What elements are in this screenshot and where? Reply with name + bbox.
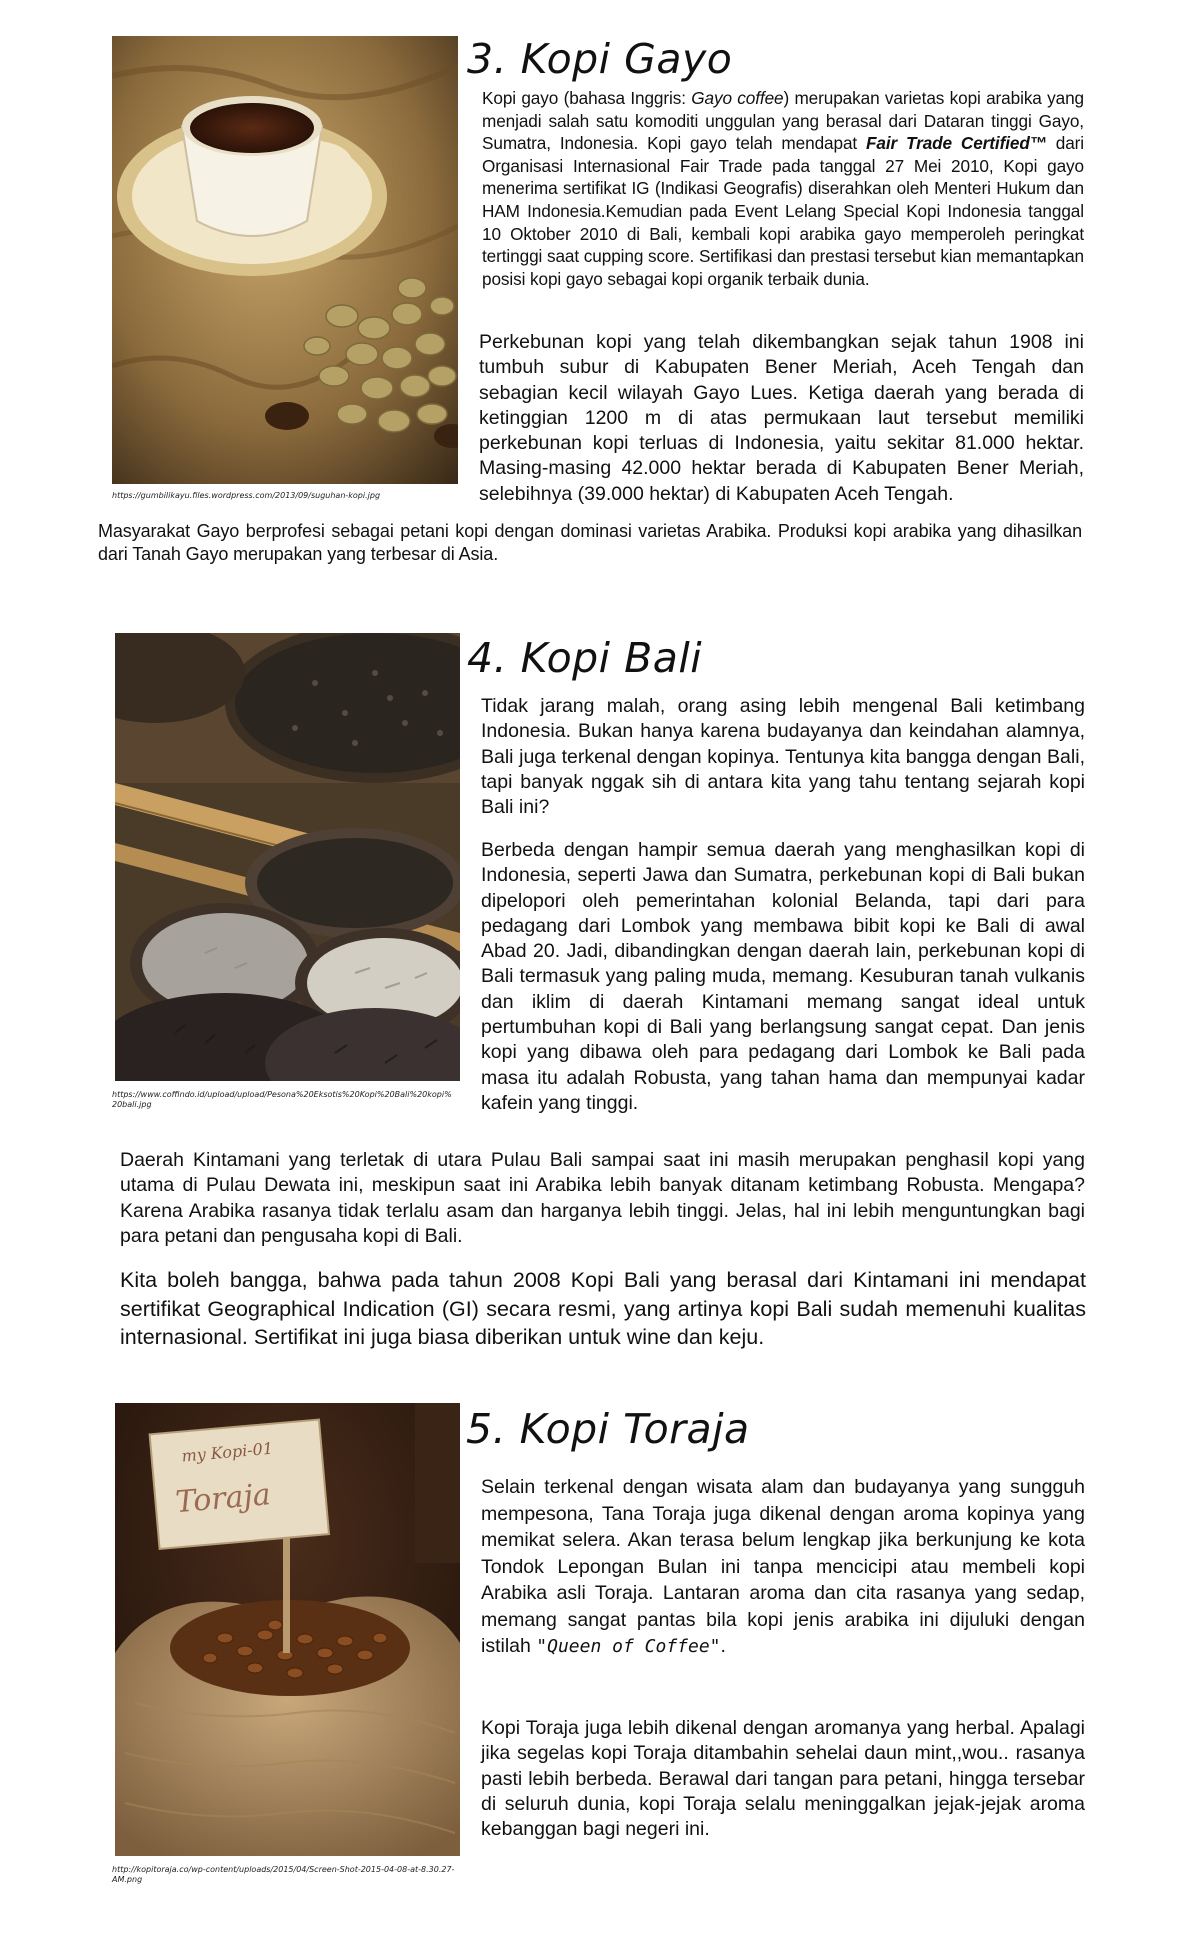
- toraja-paragraph-2: Kopi Toraja juga lebih dikenal dengan aromanya yang herbal. Apalagi jika segelas kopi Toraja ditambahin sehelai daun mint,,wou.. rasanya pasti lebih berbeda. Berawal dari tangan para petani, hingga tersebar di seluruh dunia, kopi Toraja selalu meninggalkan jejak-jejak aroma kebanggan bagi negeri ini.: [481, 1717, 1085, 1841]
- bali-paragraph-4: Kita boleh bangga, bahwa pada tahun 2008 Kopi Bali yang berasal dari Kintamani ini mendapat sertifikat Geographical Indication (GI) secara resmi, yang artinya kopi Bali sudah memenuhi kualitas internasional. Sertifikat ini juga biasa diberikan untuk wine dan keju.: [120, 1268, 1086, 1349]
- bali-paragraph-3: Daerah Kintamani yang terletak di utara Pulau Bali sampai saat ini masih merupakan penghasil kopi yang utama di Pulau Dewata ini, meskipun saat ini Arabika lebih banyak ditanam ketimbang Robusta. Mengapa? Karena Arabika rasanya tidak terlalu asam dan harganya lebih tinggi. Jelas, hal ini lebih menguntungkan bagi para petani dan pengusaha kopi di Bali.: [120, 1149, 1085, 1247]
- toraja-p1-b: "Queen of Coffee": [536, 1636, 721, 1657]
- bali-paragraph-2: Berbeda dengan hampir semua daerah yang menghasilkan kopi di Indonesia, seperti Jawa dan Sumatra, perkebunan kopi di Bali bukan dipelopori oleh pemerintahan kolonial Belanda, tapi dari para pedagang dari Lombok yang membawa bibit kopi ke Bali di awal Abad 20. Jadi, dibandingkan dengan daerah lain, perkebunan kopi di Bali termasuk yang paling muda, memang. Kesuburan tanah vulkanis dan iklim di daerah Kintamani memang sangat ideal untuk pertumbuhan kopi di Bali yang berlangsung sangat cepat. Dan jenis kopi yang dibawa oleh para pedagang dari Lombok ke Bali pada masa itu adalah Robusta, yang tahan hama dan mempunyai kadar kafein yang tinggi.: [481, 839, 1085, 1114]
- bali-title: 4. Kopi Bali: [467, 634, 703, 682]
- gayo-photo-caption: https://gumbilikayu.files.wordpress.com/2013/09/suguhan-kopi.jpg: [112, 491, 381, 500]
- toraja-p1-c: .: [720, 1635, 726, 1657]
- gayo-paragraph-2: Perkebunan kopi yang telah dikembangkan sejak tahun 1908 ini tumbuh subur di Kabupaten Bener Meriah, Aceh Tengah dan sebagian kecil wilayah Gayo Lues. Ketiga daerah yang berada di ketinggian 1200 m di atas permukaan laut tersebut memiliki perkebunan kopi terluas di Indonesia, yaitu sekitar 81.000 hektar. Masing-masing 42.000 hektar berada di Kabupaten Bener Meriah, selebihnya (39.000 hektar) di Kabupaten Aceh Tengah.: [479, 331, 1084, 505]
- gayo-p1-b: Gayo coffee: [691, 88, 784, 108]
- gayo-paragraph-1: [482, 87, 1084, 317]
- gayo-p1-d: Fair Trade Certified™: [865, 133, 1047, 154]
- gayo-coffee-photo: [112, 36, 458, 484]
- gayo-paragraph-3: Masyarakat Gayo berprofesi sebagai petani kopi dengan dominasi varietas Arabika. Produksi kopi arabika yang dihasilkan dari Tanah Gayo merupakan yang terbesar di Asia.: [98, 521, 1082, 564]
- bali-coffee-photo: [115, 633, 460, 1081]
- toraja-paragraph-1: [481, 1474, 1085, 1661]
- toraja-sign-line1: my Kopi-01: [180, 1438, 274, 1466]
- toraja-sign-line2: Toraja: [174, 1477, 272, 1521]
- gayo-p1-a: Kopi gayo (bahasa Inggris:: [482, 88, 692, 108]
- toraja-coffee-photo: [115, 1403, 460, 1856]
- gayo-p1-e: dari Organisasi Internasional Fair Trade pada tanggal 27 Mei 2010, Kopi gayo menerima sertifikat IG (Indikasi Geografis) diserahkan oleh Menteri Hukum dan HAM Indonesia.Kemudian pada Event Lelang Special Kopi Indonesia tanggal 10 Oktober 2010 di Bali, kembali kopi arabika gayo memperoleh peringkat tertinggi saat cupping score. Sertifikasi dan prestasi tersebut kian memantapkan posisi kopi gayo sebagai kopi organik terbaik dunia.: [482, 133, 1084, 289]
- toraja-p1-a: Selain terkenal dengan wisata alam dan budayanya yang sungguh mempesona, Tana Toraja juga dikenal dengan aroma kopinya yang memikat selera. Akan terasa belum lengkap jika berkunjung ke kota Tondok Lepongan Bulan ini tanpa mencicipi atau membeli kopi Arabika asli Toraja. Lantaran aroma dan cita rasanya yang sedap, memang sangat pantas bila kopi jenis arabika ini dijuluki dengan istilah: [481, 1476, 1085, 1657]
- toraja-photo-caption: http://kopitoraja.co/wp-content/uploads/2015/04/Screen-Shot-2015-04-08-at-8.30.27-AM.png: [112, 1865, 455, 1884]
- gayo-title: 3. Kopi Gayo: [467, 35, 733, 83]
- bali-paragraph-1: Tidak jarang malah, orang asing lebih mengenal Bali ketimbang Indonesia. Bukan hanya karena budayanya dan keindahan alamnya, Bali juga terkenal dengan kopinya. Tentunya kita bangga dengan Bali, tapi banyak nggak sih di antara kita yang tahu tentang sejarah kopi Bali ini?: [481, 695, 1085, 819]
- gayo-p1-c: ) merupakan varietas kopi arabika yang menjadi salah satu komoditi unggulan yang berasal dari Dataran tinggi Gayo, Sumatra, Indonesia. Kopi gayo telah mendapat: [482, 88, 1084, 154]
- toraja-title: 5. Kopi Toraja: [466, 1405, 750, 1453]
- bali-photo-caption: https://www.coffindo.id/upload/upload/Pesona%20Eksotis%20Kopi%20Bali%20kopi%20bali.jpg: [112, 1090, 452, 1109]
